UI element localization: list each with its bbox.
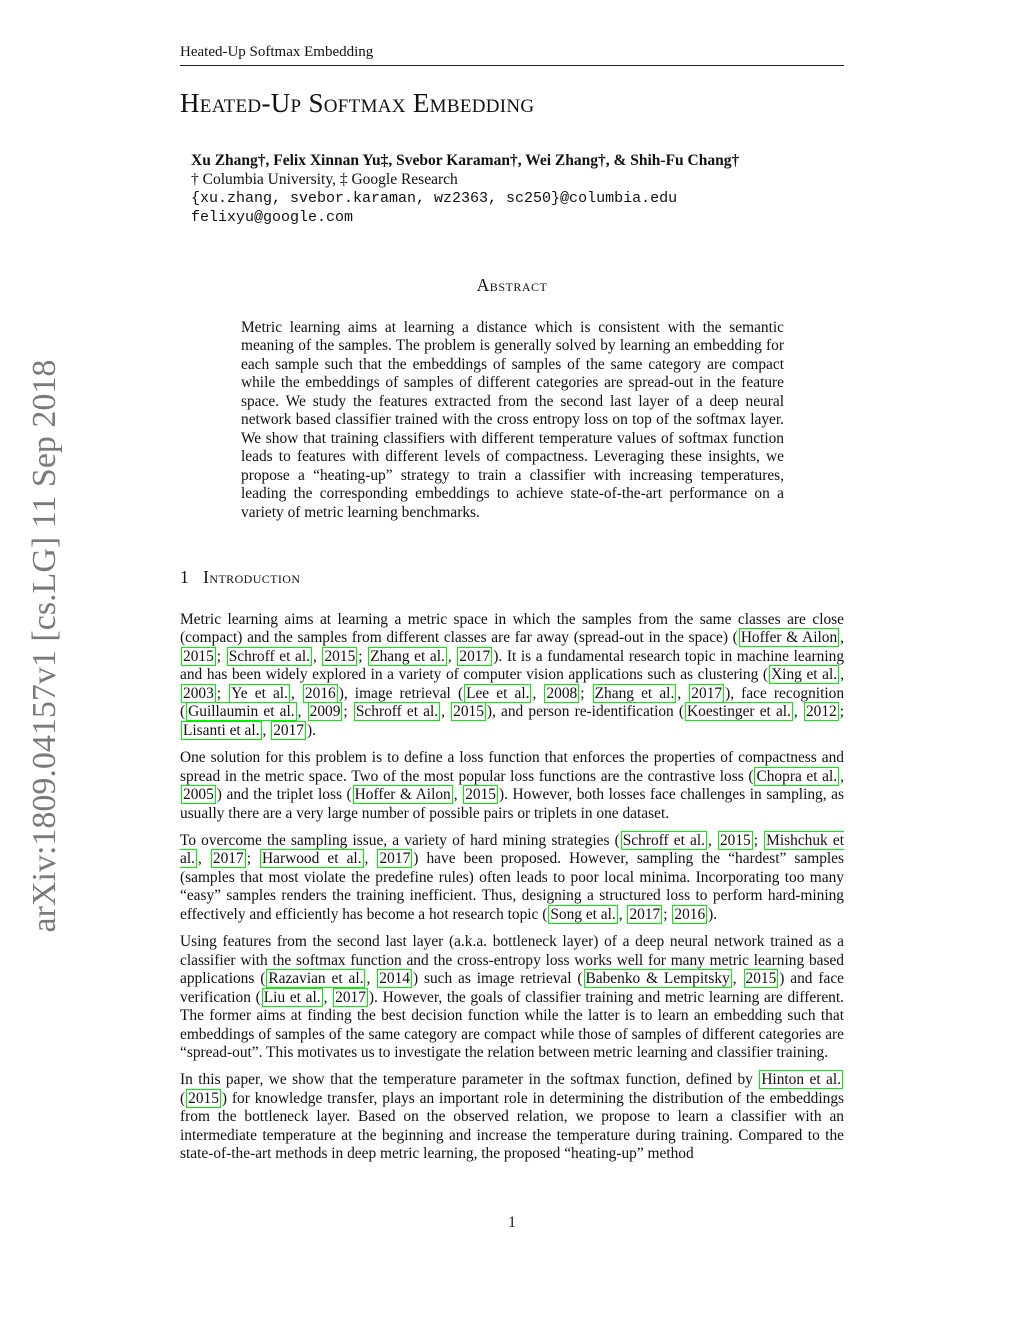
text-run: , — [262, 721, 271, 739]
text-run: , — [732, 970, 743, 988]
header-rule — [180, 65, 844, 66]
text-run: , — [197, 850, 210, 868]
text-run: , — [532, 684, 544, 702]
author-emails-line1: {xu.zhang, svebor.karaman, wz2363, sc250}@columbia.edu — [191, 190, 678, 207]
text-run: , — [793, 703, 803, 721]
text-run: , — [447, 647, 457, 665]
citation-link[interactable]: 2017 — [691, 684, 723, 702]
author-block — [191, 151, 739, 227]
citation-link[interactable]: Zhang et al. — [370, 647, 445, 665]
text-run: , — [840, 629, 844, 647]
citation-link[interactable]: Harwood et al. — [262, 850, 362, 868]
text-run: ), face recognition ( — [180, 684, 845, 721]
text-run: ; — [358, 647, 368, 665]
text-run: To overcome the sampling issue, a variety of hard mining strategies ( — [180, 831, 620, 849]
citation-link[interactable]: 2017 — [335, 988, 366, 1006]
citation-link[interactable]: 2014 — [379, 970, 410, 988]
citation-link[interactable]: 2015 — [324, 647, 356, 665]
text-run: ). — [307, 721, 316, 739]
citation-link[interactable]: Mishchuk et al. — [180, 831, 844, 868]
text-run: ( — [180, 1089, 186, 1107]
text-run: , — [312, 647, 322, 665]
paragraph-1 — [180, 611, 844, 740]
text-run: ). However, the goals of classifier training and metric learning are different. The former aims at finding the best decision function while the latter is to learn an embedding such that embeddings of samples of the same category are compact while those of samples of different categories are “spread-out”. This motivates us to investigate the relation between metric learning and classifier training. — [180, 988, 844, 1061]
citation-link[interactable]: Schroff et al. — [228, 647, 310, 665]
text-run: , — [441, 703, 451, 721]
text-run: One solution for this problem is to define a loss function that enforces the properties of compactness and spread in the metric space. Two of the most popular loss functions are the contrastive loss ( — [180, 749, 844, 785]
citation-link[interactable]: 2017 — [459, 647, 491, 665]
text-run: , — [366, 970, 377, 988]
text-run: ), and person re-identification ( — [486, 703, 685, 721]
paragraph-2 — [180, 749, 844, 823]
text-run: , — [618, 905, 627, 923]
text-run: ), image retrieval ( — [338, 684, 464, 702]
text-run: ). However, both losses face challenges in sampling, as usually there are a very large number of possible pairs or triplets in one dataset. — [180, 786, 844, 822]
citation-link[interactable]: Hoffer & Ailon — [354, 786, 451, 804]
citation-link[interactable]: 2017 — [629, 905, 661, 923]
text-run: , — [707, 831, 717, 849]
text-run: , — [290, 684, 302, 702]
text-run: , — [453, 786, 463, 804]
citation-link[interactable]: Xing et al. — [771, 666, 838, 684]
text-run: ; — [216, 684, 229, 702]
citation-link[interactable]: 2015 — [453, 703, 484, 721]
text-run: ; — [839, 703, 844, 721]
text-run: ; — [753, 831, 764, 849]
section-number: 1 — [180, 567, 190, 587]
paragraph-4 — [180, 933, 844, 1062]
citation-link[interactable]: 2012 — [805, 703, 837, 721]
citation-link[interactable]: 2003 — [183, 684, 214, 702]
page-number: 1 — [508, 1214, 516, 1231]
citation-link[interactable]: Razavian et al. — [268, 970, 364, 988]
text-run: , — [364, 850, 377, 868]
citation-link[interactable]: Schroff et al. — [355, 703, 439, 721]
citation-link[interactable]: Guillaumin et al. — [188, 703, 295, 721]
abstract-text: Metric learning aims at learning a distance which is consistent with the semantic meaning of the samples. The problem is generally solved by learning an embedding for each sample such that the embeddings of samples of the same category are compact while the embeddings of samples of different categories are spread-out in the feature space. We study the features extracted from the second last layer of a deep neural network based classifier trained with the cross entropy loss on top of the softmax layer. We show that training classifiers with different temperature values of softmax function leads to features with different levels of compactness. Leveraging these insights, we propose a “heating-up” strategy to train a classifier with increasing temperatures, leading the corresponding embeddings to achieve state-of-the-art performance on a variety of metric learning benchmarks. — [241, 319, 784, 521]
citation-link[interactable]: Hinton et al. — [761, 1071, 841, 1089]
citation-link[interactable]: 2015 — [183, 647, 214, 665]
citation-link[interactable]: 2017 — [212, 850, 244, 868]
text-run: ). — [708, 905, 718, 923]
running-head: Heated-Up Softmax Embedding — [180, 44, 374, 60]
paragraph-5 — [180, 1071, 844, 1163]
text-run: , — [840, 767, 844, 785]
text-run: In this paper, we show that the temperature parameter in the softmax function, defined by — [180, 1071, 759, 1089]
text-run: Using features from the second last layer (a.k.a. bottleneck layer) of a deep neural network trained as a classifier with the softmax function and the cross-entropy loss works well for many metric learning based applications ( — [180, 933, 844, 988]
citation-link[interactable]: Hoffer & Ailon — [740, 629, 838, 647]
citation-link[interactable]: Lisanti et al. — [183, 721, 260, 739]
citation-link[interactable]: 2017 — [379, 850, 411, 868]
arxiv-identifier-text: arXiv:1809.04157v1 [cs.LG] 11 Sep 2018 — [26, 359, 63, 933]
abstract-heading: Abstract — [476, 275, 548, 295]
citation-link[interactable]: Lee et al. — [466, 684, 530, 702]
section-heading-introduction — [180, 567, 300, 588]
section-title: Introduction — [203, 567, 301, 587]
paper-title: Heated-Up Softmax Embedding — [180, 88, 535, 118]
text-run: , — [840, 666, 844, 684]
citation-link[interactable]: 2005 — [183, 786, 214, 804]
citation-link[interactable]: Liu et al. — [263, 988, 321, 1006]
citation-link[interactable]: 2017 — [273, 721, 304, 739]
text-run: ; — [343, 703, 353, 721]
citation-link[interactable]: 2015 — [465, 786, 496, 804]
text-run: , — [323, 988, 333, 1006]
text-run: ; — [580, 684, 592, 702]
citation-link[interactable]: Zhang et al. — [594, 684, 675, 702]
text-run: ) such as image retrieval ( — [412, 970, 583, 988]
citation-link[interactable]: 2015 — [745, 970, 777, 988]
citation-link[interactable]: 2015 — [719, 831, 751, 849]
citation-link[interactable]: Koestinger et al. — [687, 703, 791, 721]
text-run: ) for knowledge transfer, plays an important role in determining the distribution of the embeddings from the bottleneck layer. Based on the observed relation, we propose to learn a classifier with an intermediate temperature at the beginning and increase the temperature during training. Compared to the state-of-the-art methods in deep metric learning, the proposed “heating-up” method — [180, 1089, 844, 1163]
text-run: ; — [663, 905, 672, 923]
text-run: ) have been proposed. However, sampling the “hardest” samples (samples that most violate the predefine rules) often leads to poor local minima. Incorporating too many “easy” samples renders the training inefficient. Thus, designing a structured loss to perform hard-mining effectively and efficiently has become a hot research topic ( — [180, 850, 844, 923]
citation-link[interactable]: 2009 — [309, 703, 341, 721]
citation-link[interactable]: Schroff et al. — [622, 831, 705, 849]
text-run: ). It is a fundamental research topic in machine learning and has been widely explored in a variety of computer vision applications such as clustering ( — [180, 647, 845, 684]
text-run: , — [677, 684, 689, 702]
citation-link[interactable]: 2016 — [674, 905, 706, 923]
text-run: ; — [246, 850, 260, 868]
text-run: ) and face verification ( — [180, 970, 844, 1006]
citation-link[interactable]: Chopra et al. — [756, 767, 838, 785]
text-run: , — [297, 703, 307, 721]
author-names: Xu Zhang†, Felix Xinnan Yu‡, Svebor Karaman†, Wei Zhang†, & Shih-Fu Chang† — [191, 152, 740, 169]
author-affiliation: † Columbia University, ‡ Google Research — [191, 171, 458, 188]
text-run: Metric learning aims at learning a metric space in which the samples from the same classes are close (compact) and the samples from different classes are far away (spread-out in the space) ( — [180, 611, 844, 647]
paragraph-3 — [180, 832, 844, 924]
citation-link[interactable]: 2015 — [188, 1089, 219, 1107]
introduction-body — [180, 611, 844, 1173]
text-run: ) and the triplet loss ( — [216, 786, 352, 804]
citation-link[interactable]: Babenko & Lempitsky — [585, 970, 730, 988]
citation-link[interactable]: Ye et al. — [231, 684, 288, 702]
citation-link[interactable]: 2016 — [304, 684, 336, 702]
citation-link[interactable]: 2008 — [546, 684, 578, 702]
text-run: ; — [216, 647, 226, 665]
author-emails-line2: felixyu@google.com — [191, 209, 354, 226]
citation-link[interactable]: Song et al. — [550, 905, 616, 923]
